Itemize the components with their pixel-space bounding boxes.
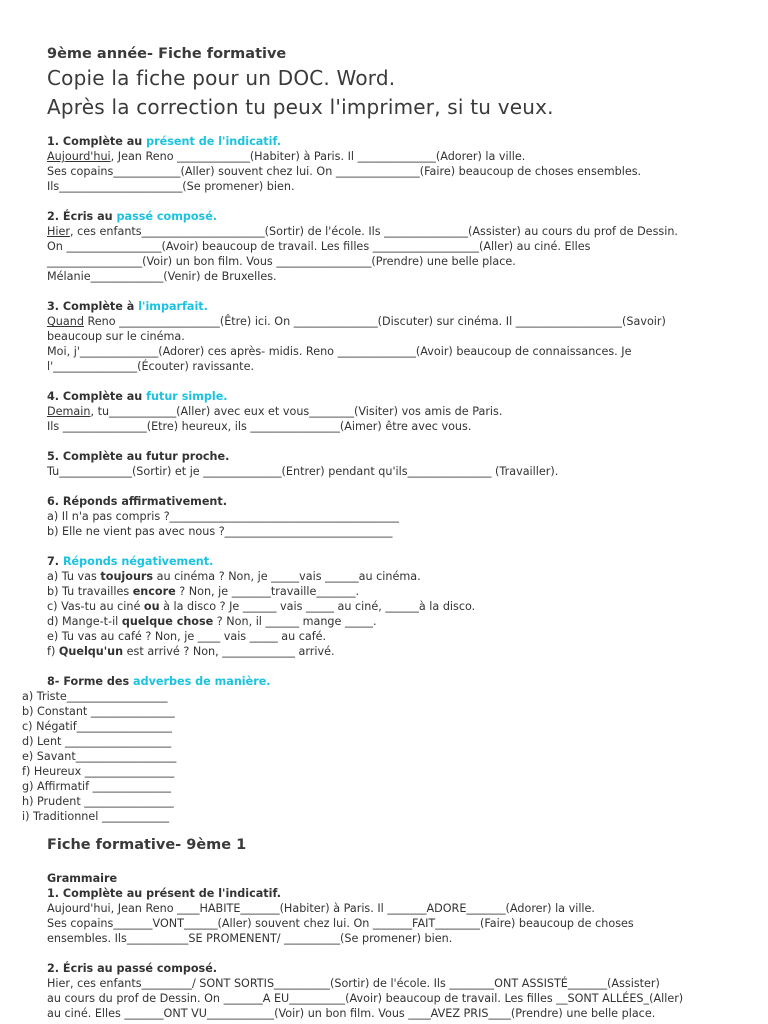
ex6-title: 6. Réponds affirmativement. [47, 495, 227, 508]
answer-ex2-line-3: au ciné. Elles _______ONT VU____________(Voir) un bon film. Vous ____AVEZ PRIS____(Prendre) une belle place. [47, 1007, 656, 1020]
ex1-keyword: Aujourd'hui [47, 150, 111, 163]
ex7-f-keyword: Quelqu'un [58, 645, 124, 658]
ex7-b-text: b) Tu travailles [47, 585, 133, 598]
ex8-item: b) Constant _______________ [22, 705, 175, 718]
answer-ex1-title: 1. Complète au présent de l'indicatif. [47, 887, 281, 900]
ex1-line-3: Ils______________________(Se promener) bien. [47, 180, 295, 193]
ex3-line-2: beaucoup sur le cinéma. [47, 330, 185, 343]
answer-ex2-line-2: au cours du prof de Dessin. On _______A EU__________(Avoir) beaucoup de travail. Les filles __SONT ALLÉES_(Aller) [47, 992, 684, 1005]
ex8-title-text: 8- Forme des [47, 675, 134, 688]
ex7-a-keyword: toujours [100, 570, 154, 583]
answer-ex1-line-3: ensembles. Ils___________SE PROMENENT/ __________(Se promener) bien. [47, 932, 453, 945]
ex3-keyword: Quand [47, 315, 84, 328]
ex6-line-1: a) Il n'a pas compris ?_________________________________________ [47, 510, 400, 523]
ex7-item-b [47, 584, 359, 599]
ex3-title-text: 3. Complète à [47, 300, 139, 313]
ex8-item: h) Prudent ________________ [22, 795, 174, 808]
ex7-title-text: 7. [47, 555, 63, 568]
ex7-item-e: e) Tu vas au café ? Non, je ____ vais _____ au café. [47, 630, 327, 643]
ex7-c-rest: à la disco ? Je ______ vais _____ au ciné, ______à la disco. [159, 600, 476, 613]
ex7-title-instruction: Réponds négativement. [62, 555, 214, 568]
ex1-title-tense: présent de l'indicatif. [146, 135, 281, 148]
ex8-title [47, 674, 271, 689]
ex7-b-rest: ? Non, je _______travaille_______. [175, 585, 360, 598]
answer-ex1-line-2: Ses copains_______VONT______(Aller) souvent chez lui. On _______FAIT________(Faire) beaucoup de choses [47, 917, 634, 930]
ex8-item: a) Triste__________________ [22, 690, 168, 703]
ex7-item-a [47, 569, 421, 584]
ex7-a-rest: au cinéma ? Non, je _____vais ______au cinéma. [153, 570, 421, 583]
ex3-line-4: l'_______________(Écouter) ravissante. [47, 360, 255, 373]
ex2-title [47, 209, 217, 224]
ex3-line-1-text: Reno __________________(Être) ici. On _______________(Discuter) sur cinéma. Il ___________________(Savoir) [83, 315, 666, 328]
ex1-line-1-text: , Jean Reno _____________(Habiter) à Paris. Il ______________(Adorer) la ville. [110, 150, 526, 163]
ex2-line-1-text: , ces enfants______________________(Sortir) de l'école. Ils _______________(Assister) au cours du prof de Dessin. [70, 225, 678, 238]
ex3-line-1 [47, 314, 666, 329]
ex8-item: f) Heureux ________________ [22, 765, 175, 778]
ex7-a-text: a) Tu vas [47, 570, 101, 583]
ex3-title [47, 299, 208, 314]
ex5-title: 5. Complète au futur proche. [47, 450, 230, 463]
ex3-title-tense: l'imparfait. [138, 300, 208, 313]
ex2-line-4: Mélanie_____________(Venir) de Bruxelles. [47, 270, 277, 283]
answer-ex2-line-1: Hier, ces enfants_________/ SONT SORTIS__________(Sortir) de l'école. Ils ________ONT ASSISTÉ_______(Assister) [47, 977, 660, 990]
ex4-title-text: 4. Complète au [47, 390, 147, 403]
instruction-line-2: Après la correction tu peux l'imprimer, si tu veux. [47, 95, 554, 119]
ex7-b-keyword: encore [132, 585, 176, 598]
ex4-title [47, 389, 228, 404]
ex8-item: e) Savant__________________ [22, 750, 177, 763]
ex2-line-3: _________________(Voir) un bon film. Vous _________________(Prendre) une belle place. [47, 255, 516, 268]
ex5-line-1: Tu_____________(Sortir) et je ______________(Entrer) pendant qu'ils_______________ (Travailler). [47, 465, 559, 478]
answer-ex1-line-1: Aujourd'hui, Jean Reno ____HABITE_______(Habiter) à Paris. Il _______ADORE_______(Adorer) la ville. [47, 902, 595, 915]
ex4-line-1-text: , tu____________(Aller) avec eux et vous________(Visiter) vos amis de Paris. [90, 405, 503, 418]
ex3-line-3: Moi, j'______________(Adorer) ces après- midis. Reno ______________(Avoir) beaucoup de connaissances. Je [47, 345, 632, 358]
ex7-item-c [47, 599, 475, 614]
ex7-item-d [47, 614, 377, 629]
ex8-item: i) Traditionnel ____________ [22, 810, 170, 823]
ex7-f-text: f) [47, 645, 59, 658]
ex2-keyword: Hier [47, 225, 71, 238]
ex1-title [47, 134, 281, 149]
ex1-title-text: 1. Complète au [47, 135, 147, 148]
ex7-title [47, 554, 213, 569]
ex7-d-text: d) Mange-t-il [47, 615, 122, 628]
ex7-c-keyword: ou [143, 600, 160, 613]
answer-section-label: Grammaire [47, 872, 118, 885]
ex2-title-tense: passé composé. [116, 210, 218, 223]
ex6-line-2: b) Elle ne vient pas avec nous ?______________________________ [47, 525, 393, 538]
ex7-c-text: c) Vas-tu au ciné [47, 600, 144, 613]
instruction-line-1: Copie la fiche pour un DOC. Word. [47, 66, 396, 90]
ex8-title-instruction: adverbes de manière. [133, 675, 271, 688]
ex4-keyword: Demain [47, 405, 91, 418]
answer-key-title: Fiche formative- 9ème 1 [47, 837, 247, 853]
ex4-line-1 [47, 404, 502, 419]
ex7-d-keyword: quelque chose [121, 615, 214, 628]
ex4-line-2: Ils _______________(Etre) heureux, ils ________________(Aimer) être avec vous. [47, 420, 472, 433]
ex2-line-2: On _________________(Avoir) beaucoup de travail. Les filles ___________________(Aller) au ciné. Elles [47, 240, 591, 253]
ex7-f-rest: est arrivé ? Non, _____________ arrivé. [123, 645, 335, 658]
ex1-line-2: Ses copains____________(Aller) souvent chez lui. On _______________(Faire) beaucoup de choses ensembles. [47, 165, 642, 178]
ex7-d-rest: ? Non, il ______ mange _____. [213, 615, 377, 628]
ex2-line-1 [47, 224, 678, 239]
ex8-item: d) Lent ___________________ [22, 735, 172, 748]
ex8-item: g) Affirmatif ______________ [22, 780, 171, 793]
answer-ex2-title: 2. Écris au passé composé. [47, 962, 218, 975]
ex4-title-tense: futur simple. [146, 390, 228, 403]
ex1-line-1 [47, 149, 525, 164]
ex8-item: c) Négatif_________________ [22, 720, 172, 733]
worksheet-subtitle: 9ème année- Fiche formative [47, 46, 287, 62]
ex7-item-f [47, 644, 335, 659]
ex2-title-text: 2. Écris au [47, 210, 117, 223]
